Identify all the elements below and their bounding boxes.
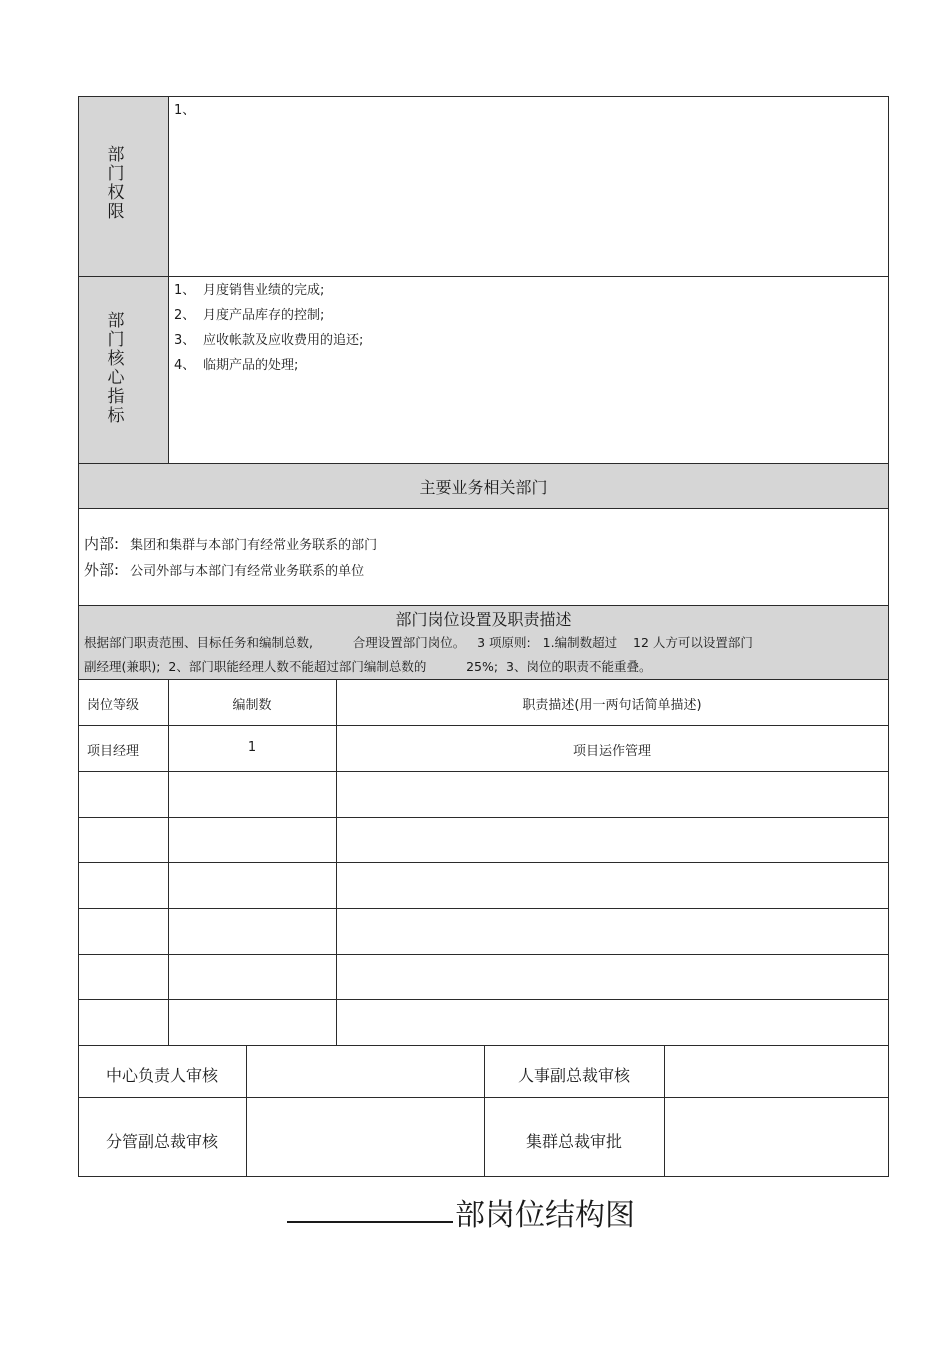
- group-president-approval-field[interactable]: [665, 1098, 888, 1176]
- branch-vp-review-field[interactable]: [247, 1098, 484, 1176]
- hr-vp-review-field[interactable]: [665, 1046, 888, 1097]
- footer-blank-underline: [287, 1221, 453, 1223]
- center-head-review-label: 中心负责人审核: [105, 1066, 218, 1085]
- footer-title: 部岗位结构图: [455, 1198, 635, 1233]
- kpi-item: 2、 月度产品库存的控制;: [174, 308, 325, 323]
- kpi-item: 1、 月度销售业绩的完成;: [174, 283, 325, 298]
- kpi-item: 3、 应收帐款及应收费用的追还;: [174, 333, 364, 348]
- col-header-level: 岗位等级: [87, 698, 140, 713]
- col-header-duty: 职责描述(用一两句话简单描述): [522, 698, 702, 713]
- related-external: 外部: 公司外部与本部门有经常业务联系的单位: [84, 561, 365, 579]
- kpi-item: 4、 临期产品的处理;: [174, 358, 299, 373]
- col-header-count: 编制数: [232, 698, 272, 713]
- related-title: 主要业务相关部门: [419, 478, 548, 497]
- branch-vp-review-label: 分管副总裁审核: [105, 1132, 218, 1151]
- positions-desc-line2: 副经理(兼职); 2、部门职能经理人数不能超过部门编制总数的 25%; 3、岗位的职责不能重叠。: [84, 659, 652, 674]
- permissions-label: 部 门 权 限: [107, 145, 125, 222]
- related-internal: 内部: 集团和集群与本部门有经常业务联系的部门: [84, 535, 378, 553]
- positions-desc-line1: 根据部门职责范围、目标任务和编制总数, 合理设置部门岗位。 3 项原则: 1.编制数超过 12 人方可以设置部门: [84, 635, 753, 650]
- kpi-label: 部 门 核 心 指 标: [107, 311, 125, 426]
- row-level: 项目经理: [87, 744, 140, 759]
- center-head-review-field[interactable]: [247, 1046, 484, 1097]
- permissions-item: 1、: [174, 103, 196, 118]
- row-duty: 项目运作管理: [572, 744, 651, 759]
- row-count: 1: [247, 740, 257, 755]
- hr-vp-review-label: 人事副总裁审核: [517, 1066, 630, 1085]
- group-president-approval-label: 集群总裁审批: [525, 1132, 622, 1151]
- positions-title: 部门岗位设置及职责描述: [395, 610, 572, 629]
